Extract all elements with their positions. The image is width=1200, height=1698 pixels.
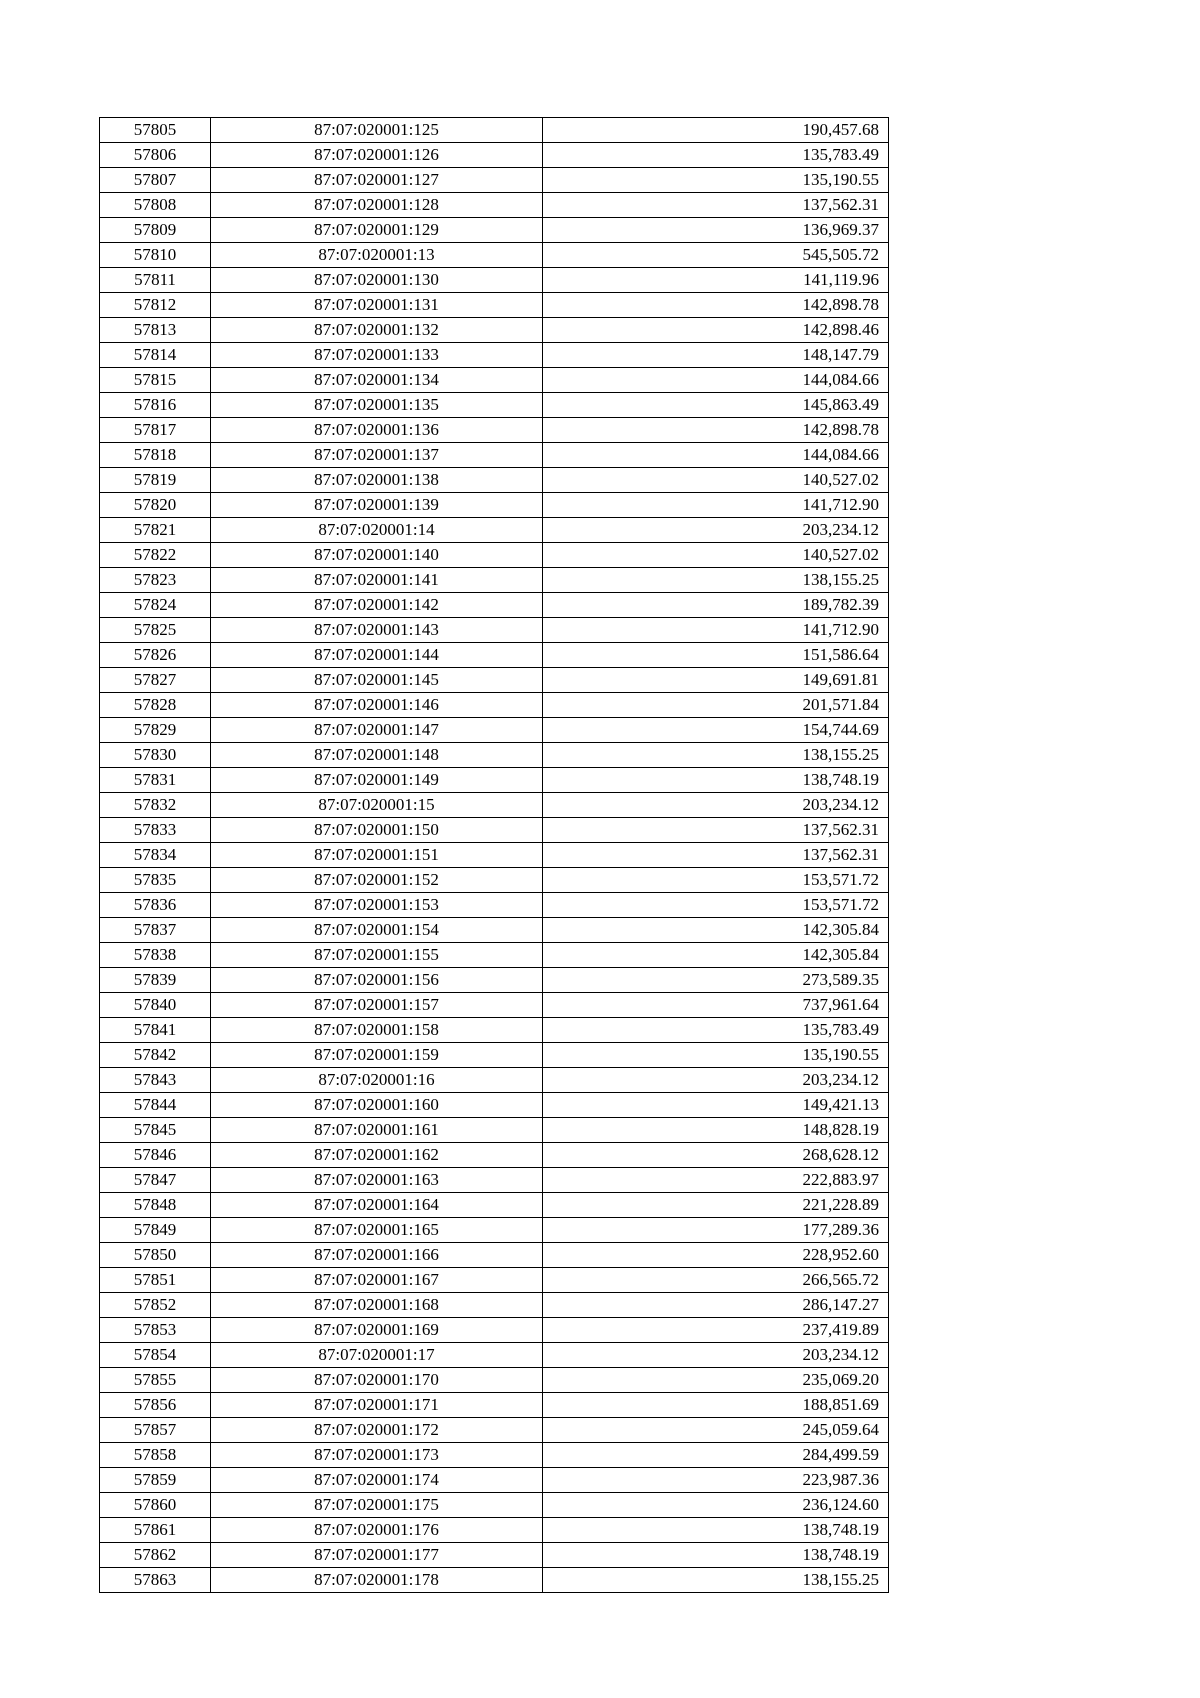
table-row bbox=[100, 1418, 889, 1443]
table-row bbox=[100, 693, 889, 718]
value-cell: 190,457.68 bbox=[543, 118, 889, 143]
cadastral-number-cell: 87:07:020001:132 bbox=[211, 318, 543, 343]
row-number-cell: 57848 bbox=[100, 1193, 211, 1218]
row-number-cell: 57836 bbox=[100, 893, 211, 918]
table-row bbox=[100, 1068, 889, 1093]
cadastral-number-cell: 87:07:020001:14 bbox=[211, 518, 543, 543]
row-number-cell: 57814 bbox=[100, 343, 211, 368]
table-row bbox=[100, 468, 889, 493]
row-number-cell: 57813 bbox=[100, 318, 211, 343]
table-row bbox=[100, 543, 889, 568]
table-row bbox=[100, 1493, 889, 1518]
cadastral-number-cell: 87:07:020001:155 bbox=[211, 943, 543, 968]
value-cell: 151,586.64 bbox=[543, 643, 889, 668]
table-row bbox=[100, 318, 889, 343]
cadastral-number-cell: 87:07:020001:140 bbox=[211, 543, 543, 568]
table-row bbox=[100, 818, 889, 843]
value-cell: 201,571.84 bbox=[543, 693, 889, 718]
cadastral-number-cell: 87:07:020001:156 bbox=[211, 968, 543, 993]
cadastral-number-cell: 87:07:020001:173 bbox=[211, 1443, 543, 1468]
cadastral-number-cell: 87:07:020001:178 bbox=[211, 1568, 543, 1593]
row-number-cell: 57821 bbox=[100, 518, 211, 543]
row-number-cell: 57829 bbox=[100, 718, 211, 743]
value-cell: 149,691.81 bbox=[543, 668, 889, 693]
table-row bbox=[100, 243, 889, 268]
table-row bbox=[100, 1268, 889, 1293]
table-row bbox=[100, 368, 889, 393]
table-row bbox=[100, 793, 889, 818]
row-number-cell: 57827 bbox=[100, 668, 211, 693]
value-cell: 135,190.55 bbox=[543, 168, 889, 193]
row-number-cell: 57858 bbox=[100, 1443, 211, 1468]
cadastral-number-cell: 87:07:020001:149 bbox=[211, 768, 543, 793]
row-number-cell: 57857 bbox=[100, 1418, 211, 1443]
table-row bbox=[100, 518, 889, 543]
cadastral-number-cell: 87:07:020001:172 bbox=[211, 1418, 543, 1443]
cadastral-number-cell: 87:07:020001:169 bbox=[211, 1318, 543, 1343]
cadastral-number-cell: 87:07:020001:142 bbox=[211, 593, 543, 618]
row-number-cell: 57825 bbox=[100, 618, 211, 643]
table-row bbox=[100, 943, 889, 968]
cadastral-number-cell: 87:07:020001:131 bbox=[211, 293, 543, 318]
value-cell: 266,565.72 bbox=[543, 1268, 889, 1293]
row-number-cell: 57830 bbox=[100, 743, 211, 768]
table-row bbox=[100, 893, 889, 918]
cadastral-number-cell: 87:07:020001:16 bbox=[211, 1068, 543, 1093]
cadastral-number-cell: 87:07:020001:143 bbox=[211, 618, 543, 643]
value-cell: 148,147.79 bbox=[543, 343, 889, 368]
cadastral-number-cell: 87:07:020001:171 bbox=[211, 1393, 543, 1418]
row-number-cell: 57819 bbox=[100, 468, 211, 493]
value-cell: 177,289.36 bbox=[543, 1218, 889, 1243]
cadastral-number-cell: 87:07:020001:148 bbox=[211, 743, 543, 768]
value-cell: 138,748.19 bbox=[543, 1543, 889, 1568]
value-cell: 138,748.19 bbox=[543, 1518, 889, 1543]
row-number-cell: 57834 bbox=[100, 843, 211, 868]
cadastral-number-cell: 87:07:020001:147 bbox=[211, 718, 543, 743]
row-number-cell: 57808 bbox=[100, 193, 211, 218]
table-row bbox=[100, 668, 889, 693]
row-number-cell: 57839 bbox=[100, 968, 211, 993]
value-cell: 142,305.84 bbox=[543, 943, 889, 968]
cadastral-number-cell: 87:07:020001:159 bbox=[211, 1043, 543, 1068]
row-number-cell: 57833 bbox=[100, 818, 211, 843]
value-cell: 148,828.19 bbox=[543, 1118, 889, 1143]
value-cell: 189,782.39 bbox=[543, 593, 889, 618]
table-row bbox=[100, 843, 889, 868]
cadastral-number-cell: 87:07:020001:136 bbox=[211, 418, 543, 443]
table-row bbox=[100, 643, 889, 668]
table-row bbox=[100, 1518, 889, 1543]
value-cell: 142,305.84 bbox=[543, 918, 889, 943]
value-cell: 138,748.19 bbox=[543, 768, 889, 793]
cadastral-number-cell: 87:07:020001:144 bbox=[211, 643, 543, 668]
row-number-cell: 57805 bbox=[100, 118, 211, 143]
table-row bbox=[100, 268, 889, 293]
value-cell: 144,084.66 bbox=[543, 443, 889, 468]
table-row bbox=[100, 1318, 889, 1343]
row-number-cell: 57824 bbox=[100, 593, 211, 618]
value-cell: 737,961.64 bbox=[543, 993, 889, 1018]
cadastral-number-cell: 87:07:020001:145 bbox=[211, 668, 543, 693]
value-cell: 236,124.60 bbox=[543, 1493, 889, 1518]
row-number-cell: 57849 bbox=[100, 1218, 211, 1243]
table-row bbox=[100, 968, 889, 993]
value-cell: 154,744.69 bbox=[543, 718, 889, 743]
cadastral-number-cell: 87:07:020001:166 bbox=[211, 1243, 543, 1268]
cadastral-number-cell: 87:07:020001:150 bbox=[211, 818, 543, 843]
row-number-cell: 57811 bbox=[100, 268, 211, 293]
row-number-cell: 57859 bbox=[100, 1468, 211, 1493]
row-number-cell: 57853 bbox=[100, 1318, 211, 1343]
cadastral-number-cell: 87:07:020001:127 bbox=[211, 168, 543, 193]
value-cell: 245,059.64 bbox=[543, 1418, 889, 1443]
row-number-cell: 57807 bbox=[100, 168, 211, 193]
cadastral-number-cell: 87:07:020001:139 bbox=[211, 493, 543, 518]
cadastral-number-cell: 87:07:020001:175 bbox=[211, 1493, 543, 1518]
table-row bbox=[100, 568, 889, 593]
value-cell: 137,562.31 bbox=[543, 818, 889, 843]
value-cell: 153,571.72 bbox=[543, 893, 889, 918]
cadastral-number-cell: 87:07:020001:13 bbox=[211, 243, 543, 268]
row-number-cell: 57846 bbox=[100, 1143, 211, 1168]
value-cell: 137,562.31 bbox=[543, 843, 889, 868]
table-row bbox=[100, 1093, 889, 1118]
row-number-cell: 57838 bbox=[100, 943, 211, 968]
table-row bbox=[100, 1218, 889, 1243]
row-number-cell: 57851 bbox=[100, 1268, 211, 1293]
cadastral-number-cell: 87:07:020001:137 bbox=[211, 443, 543, 468]
value-cell: 141,119.96 bbox=[543, 268, 889, 293]
row-number-cell: 57817 bbox=[100, 418, 211, 443]
value-cell: 228,952.60 bbox=[543, 1243, 889, 1268]
cadastral-number-cell: 87:07:020001:141 bbox=[211, 568, 543, 593]
cadastral-number-cell: 87:07:020001:135 bbox=[211, 393, 543, 418]
table-row bbox=[100, 918, 889, 943]
table-row bbox=[100, 1118, 889, 1143]
value-cell: 273,589.35 bbox=[543, 968, 889, 993]
table-row bbox=[100, 293, 889, 318]
row-number-cell: 57842 bbox=[100, 1043, 211, 1068]
table-row bbox=[100, 493, 889, 518]
cadastral-number-cell: 87:07:020001:163 bbox=[211, 1168, 543, 1193]
table-row bbox=[100, 1393, 889, 1418]
cadastral-number-cell: 87:07:020001:17 bbox=[211, 1343, 543, 1368]
row-number-cell: 57843 bbox=[100, 1068, 211, 1093]
value-cell: 149,421.13 bbox=[543, 1093, 889, 1118]
value-cell: 237,419.89 bbox=[543, 1318, 889, 1343]
value-cell: 142,898.78 bbox=[543, 418, 889, 443]
value-cell: 153,571.72 bbox=[543, 868, 889, 893]
value-cell: 203,234.12 bbox=[543, 1068, 889, 1093]
cadastral-number-cell: 87:07:020001:146 bbox=[211, 693, 543, 718]
value-cell: 203,234.12 bbox=[543, 793, 889, 818]
row-number-cell: 57852 bbox=[100, 1293, 211, 1318]
value-cell: 142,898.78 bbox=[543, 293, 889, 318]
value-cell: 135,783.49 bbox=[543, 143, 889, 168]
row-number-cell: 57835 bbox=[100, 868, 211, 893]
table-row bbox=[100, 993, 889, 1018]
row-number-cell: 57822 bbox=[100, 543, 211, 568]
value-cell: 137,562.31 bbox=[543, 193, 889, 218]
value-cell: 203,234.12 bbox=[543, 518, 889, 543]
row-number-cell: 57844 bbox=[100, 1093, 211, 1118]
cadastral-number-cell: 87:07:020001:151 bbox=[211, 843, 543, 868]
cadastral-number-cell: 87:07:020001:174 bbox=[211, 1468, 543, 1493]
table-row bbox=[100, 1293, 889, 1318]
table-row bbox=[100, 1568, 889, 1593]
value-cell: 141,712.90 bbox=[543, 493, 889, 518]
row-number-cell: 57837 bbox=[100, 918, 211, 943]
cadastral-number-cell: 87:07:020001:157 bbox=[211, 993, 543, 1018]
table-row bbox=[100, 143, 889, 168]
cadastral-number-cell: 87:07:020001:153 bbox=[211, 893, 543, 918]
table-row bbox=[100, 1193, 889, 1218]
cadastral-number-cell: 87:07:020001:158 bbox=[211, 1018, 543, 1043]
cadastral-number-cell: 87:07:020001:167 bbox=[211, 1268, 543, 1293]
cadastral-number-cell: 87:07:020001:125 bbox=[211, 118, 543, 143]
row-number-cell: 57840 bbox=[100, 993, 211, 1018]
row-number-cell: 57860 bbox=[100, 1493, 211, 1518]
table-row bbox=[100, 1543, 889, 1568]
table-row bbox=[100, 743, 889, 768]
table-body bbox=[100, 118, 889, 1593]
value-cell: 141,712.90 bbox=[543, 618, 889, 643]
row-number-cell: 57823 bbox=[100, 568, 211, 593]
row-number-cell: 57816 bbox=[100, 393, 211, 418]
table-row bbox=[100, 1243, 889, 1268]
cadastral-number-cell: 87:07:020001:154 bbox=[211, 918, 543, 943]
value-cell: 140,527.02 bbox=[543, 543, 889, 568]
row-number-cell: 57850 bbox=[100, 1243, 211, 1268]
row-number-cell: 57847 bbox=[100, 1168, 211, 1193]
cadastral-number-cell: 87:07:020001:176 bbox=[211, 1518, 543, 1543]
value-cell: 268,628.12 bbox=[543, 1143, 889, 1168]
cadastral-number-cell: 87:07:020001:130 bbox=[211, 268, 543, 293]
row-number-cell: 57809 bbox=[100, 218, 211, 243]
row-number-cell: 57862 bbox=[100, 1543, 211, 1568]
table-row bbox=[100, 593, 889, 618]
cadastral-value-table bbox=[99, 117, 889, 1593]
row-number-cell: 57820 bbox=[100, 493, 211, 518]
table-row bbox=[100, 1168, 889, 1193]
cadastral-number-cell: 87:07:020001:170 bbox=[211, 1368, 543, 1393]
cadastral-number-cell: 87:07:020001:177 bbox=[211, 1543, 543, 1568]
value-cell: 284,499.59 bbox=[543, 1443, 889, 1468]
cadastral-number-cell: 87:07:020001:162 bbox=[211, 1143, 543, 1168]
value-cell: 222,883.97 bbox=[543, 1168, 889, 1193]
row-number-cell: 57810 bbox=[100, 243, 211, 268]
table-row bbox=[100, 718, 889, 743]
row-number-cell: 57818 bbox=[100, 443, 211, 468]
cadastral-number-cell: 87:07:020001:129 bbox=[211, 218, 543, 243]
row-number-cell: 57815 bbox=[100, 368, 211, 393]
table-row bbox=[100, 443, 889, 468]
row-number-cell: 57831 bbox=[100, 768, 211, 793]
cadastral-number-cell: 87:07:020001:161 bbox=[211, 1118, 543, 1143]
row-number-cell: 57845 bbox=[100, 1118, 211, 1143]
table-row bbox=[100, 1143, 889, 1168]
row-number-cell: 57861 bbox=[100, 1518, 211, 1543]
table-row bbox=[100, 1443, 889, 1468]
value-cell: 286,147.27 bbox=[543, 1293, 889, 1318]
row-number-cell: 57828 bbox=[100, 693, 211, 718]
value-cell: 136,969.37 bbox=[543, 218, 889, 243]
value-cell: 138,155.25 bbox=[543, 743, 889, 768]
cadastral-number-cell: 87:07:020001:133 bbox=[211, 343, 543, 368]
value-cell: 203,234.12 bbox=[543, 1343, 889, 1368]
table-row bbox=[100, 193, 889, 218]
table-row bbox=[100, 393, 889, 418]
cadastral-number-cell: 87:07:020001:164 bbox=[211, 1193, 543, 1218]
table-row bbox=[100, 418, 889, 443]
row-number-cell: 57826 bbox=[100, 643, 211, 668]
table-row bbox=[100, 1043, 889, 1068]
cadastral-number-cell: 87:07:020001:15 bbox=[211, 793, 543, 818]
table-row bbox=[100, 1468, 889, 1493]
value-cell: 188,851.69 bbox=[543, 1393, 889, 1418]
value-cell: 223,987.36 bbox=[543, 1468, 889, 1493]
value-cell: 235,069.20 bbox=[543, 1368, 889, 1393]
row-number-cell: 57855 bbox=[100, 1368, 211, 1393]
cadastral-number-cell: 87:07:020001:126 bbox=[211, 143, 543, 168]
table-row bbox=[100, 618, 889, 643]
value-cell: 140,527.02 bbox=[543, 468, 889, 493]
value-cell: 142,898.46 bbox=[543, 318, 889, 343]
table-row bbox=[100, 768, 889, 793]
row-number-cell: 57841 bbox=[100, 1018, 211, 1043]
value-cell: 138,155.25 bbox=[543, 568, 889, 593]
cadastral-number-cell: 87:07:020001:168 bbox=[211, 1293, 543, 1318]
cadastral-number-cell: 87:07:020001:165 bbox=[211, 1218, 543, 1243]
table-row bbox=[100, 343, 889, 368]
cadastral-number-cell: 87:07:020001:138 bbox=[211, 468, 543, 493]
row-number-cell: 57832 bbox=[100, 793, 211, 818]
table-row bbox=[100, 168, 889, 193]
table-row bbox=[100, 1343, 889, 1368]
row-number-cell: 57806 bbox=[100, 143, 211, 168]
row-number-cell: 57856 bbox=[100, 1393, 211, 1418]
cadastral-number-cell: 87:07:020001:160 bbox=[211, 1093, 543, 1118]
table-row bbox=[100, 1018, 889, 1043]
value-cell: 144,084.66 bbox=[543, 368, 889, 393]
value-cell: 545,505.72 bbox=[543, 243, 889, 268]
table-row bbox=[100, 118, 889, 143]
table-row bbox=[100, 218, 889, 243]
value-cell: 138,155.25 bbox=[543, 1568, 889, 1593]
row-number-cell: 57854 bbox=[100, 1343, 211, 1368]
table-row bbox=[100, 1368, 889, 1393]
value-cell: 145,863.49 bbox=[543, 393, 889, 418]
value-cell: 135,190.55 bbox=[543, 1043, 889, 1068]
cadastral-number-cell: 87:07:020001:152 bbox=[211, 868, 543, 893]
row-number-cell: 57863 bbox=[100, 1568, 211, 1593]
cadastral-number-cell: 87:07:020001:134 bbox=[211, 368, 543, 393]
table-row bbox=[100, 868, 889, 893]
value-cell: 221,228.89 bbox=[543, 1193, 889, 1218]
row-number-cell: 57812 bbox=[100, 293, 211, 318]
value-cell: 135,783.49 bbox=[543, 1018, 889, 1043]
cadastral-number-cell: 87:07:020001:128 bbox=[211, 193, 543, 218]
